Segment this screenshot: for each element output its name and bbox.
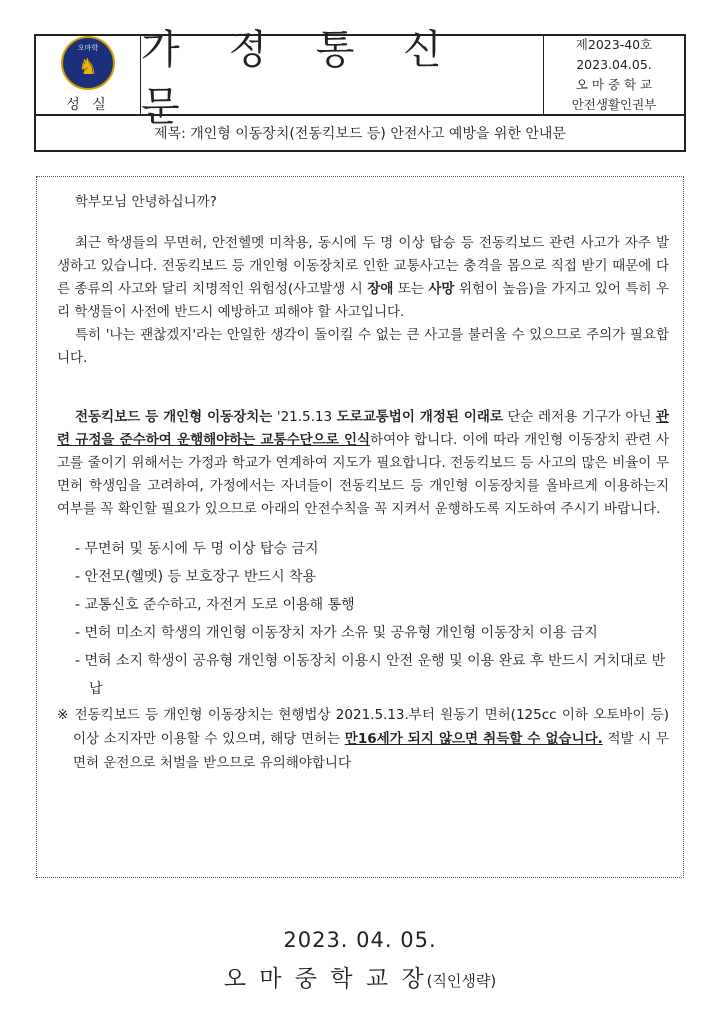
list-item: - 교통신호 준수하고, 자전거 도로 이용해 통행 — [75, 597, 355, 613]
list-item: - 무면허 및 동시에 두 명 이상 탑승 금지 — [75, 541, 319, 557]
paragraph-2: 특히 '나는 괜찮겠지'라는 안일한 생각이 돌이킬 수 없는 큰 사고를 불러올 수 있으므로 주의가 필요합니다. — [57, 327, 669, 366]
letter-body — [36, 176, 684, 878]
page-title: 가 정 통 신 문 — [141, 36, 544, 114]
seal-omitted: (직인생략) — [426, 972, 497, 990]
footer-date: 2023. 04. 05. — [283, 928, 437, 952]
school-motto: 성 실 — [66, 97, 110, 113]
principal-signature: 오 마 중 학 교 장(직인생략) — [223, 966, 497, 992]
school-name: 오 마 중 학 교 — [575, 77, 653, 92]
emblem-text: 오마학 — [77, 44, 99, 52]
list-item: - 면허 소지 학생이 공유형 개인형 이동장치 이용시 안전 운행 및 이용 완료 후 반드시 거치대로 반납 — [75, 653, 666, 697]
greeting: 학부모님 안녕하십니까? — [75, 194, 217, 210]
paragraph-1: 최근 학생들의 무면허, 안전헬멧 미착용, 동시에 두 명 이상 탑승 등 전동킥보드 관련 사고가 자주 발생하고 있습니다. 전동킥보드 등 개인형 이동장치로 인한 교통사고는 충격을 몸으로 직접 받기 때문에 다른 종류의 사고와 달리 치명적인 위험성(사고발생 시 장애 또는 사망 위험이 높음)을 가지고 있어 특히 우리 학생들이 사전에 반드시 예방하고 피해야 할 사고입니다. — [57, 235, 669, 320]
horse-icon: ♞ — [78, 55, 98, 80]
document-date: 2023.04.05. — [576, 57, 652, 72]
department-name: 안전생활인권부 — [571, 97, 657, 112]
safety-rules-list — [75, 535, 669, 703]
paragraph-3: 전동킥보드 등 개인형 이동장치는 '21.5.13 도로교통법이 개정된 이래로 단순 레저용 기구가 아닌 관련 규정을 준수하여 운행해야하는 교통수단으로 인식하여야 합니다. 이에 따라 개인형 이동장치 관련 사고를 줄이기 위해서는 가정과 학교가 연계하여 지도가 필요합니다. 전동킥보드 등 사고의 많은 비율이 무면허 학생임을 고려하여, 가정에서는 자녀들이 전동킥보드 등 개인형 이동장치를 올바르게 이용하는지 여부를 꼭 확인할 필요가 있으므로 아래의 안전수칙을 꼭 지켜서 운행하도록 지도하여 주시기 바랍니다. — [57, 409, 669, 517]
subject-line: 제목: 개인형 이동장치(전동킥보드 등) 안전사고 예방을 위한 안내문 — [34, 116, 686, 152]
document-number: 제2023-40호 — [575, 37, 653, 52]
legal-note: ※ 전동킥보드 등 개인형 이동장치는 현행법상 2021.5.13.부터 원동기 면허(125cc 이하 오토바이 등) 이상 소지자만 이용할 수 있으며, 해당 면허는 만16세가 되지 않으면 취득할 수 없습니다. 적발 시 무면허 운전으로 처벌을 받으므로 유의해야합니다 — [57, 707, 669, 771]
list-item: - 안전모(헬멧) 등 보호장구 반드시 착용 — [75, 569, 317, 585]
letter-header — [34, 27, 686, 130]
school-logo-cell — [36, 36, 141, 114]
school-emblem — [61, 36, 115, 90]
list-item: - 면허 미소지 학생의 개인형 이동장치 자가 소유 및 공유형 개인형 이동장치 이용 금지 — [75, 625, 598, 641]
document-info — [544, 36, 684, 114]
